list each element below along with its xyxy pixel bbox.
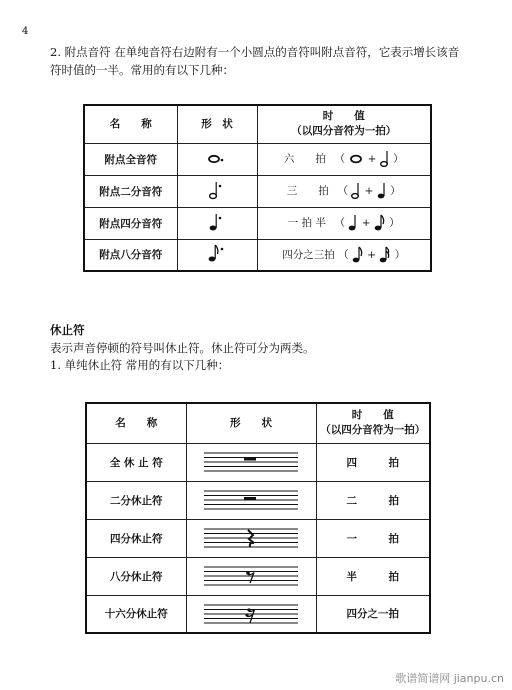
rest-intro-line2: 1. 单纯休止符 常用的有以下几种： <box>50 358 230 372</box>
row-name: 八分休止符 <box>86 557 186 595</box>
table-header-row <box>86 403 430 443</box>
eighth-rest-icon <box>186 557 316 595</box>
row-duration: 六 拍 （ + ） <box>257 143 431 175</box>
row-duration: 一 拍 半 （ + ） <box>257 207 431 239</box>
row-beats: 六 拍 <box>283 153 326 165</box>
table-row <box>86 481 430 519</box>
row-beats: 二 拍 <box>316 481 430 519</box>
table-row <box>86 519 430 557</box>
table-row <box>84 239 431 271</box>
dotted-eighth-note-icon <box>177 239 257 271</box>
sixteenth-rest-icon <box>186 595 316 633</box>
dotted-notes-intro-line2: 符时值的一半。常用的有以下几种： <box>50 63 234 77</box>
row-name: 二分休止符 <box>86 481 186 519</box>
whole-rest-icon <box>186 443 316 481</box>
row-name: 附点四分音符 <box>84 207 177 239</box>
table-row <box>84 143 431 175</box>
row-name: 附点八分音符 <box>84 239 177 271</box>
table-row <box>86 595 430 633</box>
header-duration-sub: （以四分音符为一拍） <box>320 424 426 437</box>
dotted-notes-table <box>83 104 432 272</box>
page-number: 4 <box>22 26 29 37</box>
header-name: 名 称 <box>84 105 177 143</box>
eighth-note-icon <box>374 214 386 232</box>
header-duration-sub: （以四分音符为一拍） <box>291 125 397 138</box>
header-shape: 形 状 <box>177 105 257 143</box>
header-name: 名 称 <box>86 403 186 443</box>
quarter-rest-icon <box>186 519 316 557</box>
header-shape: 形 状 <box>186 403 316 443</box>
table-row <box>84 175 431 207</box>
header-duration-title: 时 值 <box>351 409 394 422</box>
row-name: 四分休止符 <box>86 519 186 557</box>
rest-section-title: 休止符 <box>50 323 85 337</box>
row-name: 附点全音符 <box>84 143 177 175</box>
row-duration: 四分之三拍 （ + ） <box>257 239 431 271</box>
quarter-note-icon <box>377 182 387 200</box>
half-note-icon <box>380 150 390 168</box>
half-rest-icon <box>186 481 316 519</box>
row-beats: 四分之三拍 <box>282 248 335 261</box>
table-row <box>86 443 430 481</box>
header-duration <box>316 403 430 443</box>
table-row <box>84 207 431 239</box>
rests-table <box>85 402 431 634</box>
row-beats: 四 拍 <box>316 443 430 481</box>
dotted-half-note-icon <box>177 175 257 207</box>
watermark: 歌谱简谱网 jianpu.cn <box>395 672 504 685</box>
row-beats: 一 拍 半 <box>287 217 326 229</box>
row-name: 全 休 止 符 <box>86 443 186 481</box>
dotted-whole-note-icon <box>177 143 257 175</box>
row-name: 附点二分音符 <box>84 175 177 207</box>
quarter-note-icon <box>348 214 358 232</box>
table-header-row <box>84 105 431 143</box>
header-duration-title: 时 值 <box>322 110 365 123</box>
table-row <box>86 557 430 595</box>
header-duration <box>257 105 431 143</box>
row-beats: 一 拍 <box>316 519 430 557</box>
row-duration: 三 拍 （ + ） <box>257 175 431 207</box>
row-beats: 四分之一拍 <box>316 595 430 633</box>
whole-note-icon <box>348 153 364 165</box>
row-beats: 三 拍 <box>286 185 329 197</box>
dotted-quarter-note-icon <box>177 207 257 239</box>
row-name: 十六分休止符 <box>86 595 186 633</box>
rest-intro-line1: 表示声音停顿的符号叫休止符。休止符可分为两类。 <box>50 341 315 355</box>
half-note-icon <box>351 182 361 200</box>
eighth-note-icon <box>352 246 364 264</box>
dotted-notes-intro-line1: 2. 附点音符 在单纯音符右边附有一个小圆点的音符叫附点音符，它表示增长该音 <box>50 45 460 59</box>
sixteenth-note-icon <box>379 246 391 264</box>
row-beats: 半 拍 <box>316 557 430 595</box>
